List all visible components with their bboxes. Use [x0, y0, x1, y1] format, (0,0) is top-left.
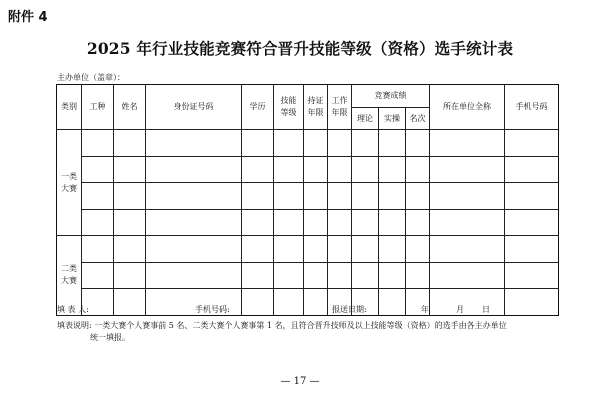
education-cell[interactable]: [242, 236, 274, 263]
header-competition-results: 竞赛成绩: [352, 85, 430, 108]
job-type-cell[interactable]: [82, 236, 114, 263]
footer-fields: [57, 304, 557, 314]
employer-cell[interactable]: [430, 209, 505, 236]
skill-level-cell[interactable]: [274, 262, 304, 289]
theory-cell[interactable]: [352, 236, 379, 263]
category-cell-class-one: [57, 130, 82, 236]
fill-instructions-continued: 统一填报。: [90, 333, 130, 342]
practice-cell[interactable]: [379, 236, 406, 263]
skill-level-cell[interactable]: [274, 130, 304, 157]
theory-cell[interactable]: [352, 262, 379, 289]
header-job-type: 工种: [82, 85, 114, 130]
rank-cell[interactable]: [406, 209, 430, 236]
phone-label: 手机号码:: [195, 305, 230, 314]
filler-label: 填 表 人:: [57, 305, 89, 314]
date-label: 报送日期:: [332, 305, 367, 314]
month-label: 月: [456, 305, 464, 314]
phone-cell[interactable]: [505, 183, 559, 210]
page-number: — 17 —: [280, 376, 320, 387]
rank-cell[interactable]: [406, 236, 430, 263]
table-row: [57, 156, 559, 183]
theory-cell[interactable]: [352, 183, 379, 210]
rank-cell[interactable]: [406, 130, 430, 157]
employer-cell[interactable]: [430, 236, 505, 263]
header-category: 类别: [57, 85, 82, 130]
phone-cell[interactable]: [505, 236, 559, 263]
phone-cell[interactable]: [505, 156, 559, 183]
header-skill-level: 技能等级: [274, 85, 304, 130]
cert-years-cell[interactable]: [304, 262, 328, 289]
id-number-cell[interactable]: [146, 130, 242, 157]
attachment-label: 附件 4: [8, 10, 48, 25]
name-cell[interactable]: [114, 156, 146, 183]
skill-level-cell[interactable]: [274, 156, 304, 183]
practice-cell[interactable]: [379, 262, 406, 289]
header-name: 姓名: [114, 85, 146, 130]
employer-cell[interactable]: [430, 156, 505, 183]
employer-cell[interactable]: [430, 130, 505, 157]
fill-instructions: 填表说明: 一类大赛个人赛事前 5 名、二类大赛个人赛事第 1 名，且符合晋升技师及以上技能等级（资格）的选手由各主办单位: [57, 321, 507, 330]
name-cell[interactable]: [114, 130, 146, 157]
job-type-cell[interactable]: [82, 209, 114, 236]
header-theory: 理论: [352, 108, 379, 130]
document-title: 2025 年行业技能竞赛符合晋升技能等级（资格）选手统计表: [86, 39, 514, 58]
skill-level-cell[interactable]: [274, 209, 304, 236]
education-cell[interactable]: [242, 130, 274, 157]
practice-cell[interactable]: [379, 156, 406, 183]
rank-cell[interactable]: [406, 262, 430, 289]
skill-level-cell[interactable]: [274, 236, 304, 263]
category-label: 一类大赛: [61, 171, 77, 193]
education-cell[interactable]: [242, 262, 274, 289]
phone-cell[interactable]: [505, 209, 559, 236]
education-cell[interactable]: [242, 183, 274, 210]
id-number-cell[interactable]: [146, 209, 242, 236]
id-number-cell[interactable]: [146, 183, 242, 210]
job-type-cell[interactable]: [82, 156, 114, 183]
name-cell[interactable]: [114, 183, 146, 210]
theory-cell[interactable]: [352, 209, 379, 236]
job-type-cell[interactable]: [82, 130, 114, 157]
cert-years-cell[interactable]: [304, 209, 328, 236]
table-row: [57, 209, 559, 236]
practice-cell[interactable]: [379, 183, 406, 210]
rank-cell[interactable]: [406, 156, 430, 183]
day-label: 日: [482, 305, 490, 314]
header-phone: 手机号码: [505, 85, 559, 130]
practice-cell[interactable]: [379, 209, 406, 236]
education-cell[interactable]: [242, 209, 274, 236]
work-years-cell[interactable]: [328, 183, 352, 210]
header-row: [57, 85, 559, 108]
id-number-cell[interactable]: [146, 262, 242, 289]
phone-cell[interactable]: [505, 262, 559, 289]
skill-level-cell[interactable]: [274, 183, 304, 210]
header-employer: 所在单位全称: [430, 85, 505, 130]
employer-cell[interactable]: [430, 262, 505, 289]
education-cell[interactable]: [242, 156, 274, 183]
statistics-table: [56, 84, 559, 316]
cert-years-cell[interactable]: [304, 130, 328, 157]
header-cert-years: 持证年限: [304, 85, 328, 130]
work-years-cell[interactable]: [328, 130, 352, 157]
id-number-cell[interactable]: [146, 236, 242, 263]
name-cell[interactable]: [114, 262, 146, 289]
year-label: 年: [421, 305, 429, 314]
table-row: [57, 183, 559, 210]
header-work-years: 工作年限: [328, 85, 352, 130]
header-education: 学历: [242, 85, 274, 130]
category-label: 二类大赛: [61, 264, 77, 286]
table-row: [57, 130, 559, 157]
employer-cell[interactable]: [430, 183, 505, 210]
organizer-label: 主办单位（盖章）：: [57, 73, 125, 82]
job-type-cell[interactable]: [82, 262, 114, 289]
rank-cell[interactable]: [406, 183, 430, 210]
cert-years-cell[interactable]: [304, 236, 328, 263]
work-years-cell[interactable]: [328, 262, 352, 289]
work-years-cell[interactable]: [328, 236, 352, 263]
phone-cell[interactable]: [505, 130, 559, 157]
job-type-cell[interactable]: [82, 183, 114, 210]
cert-years-cell[interactable]: [304, 183, 328, 210]
name-cell[interactable]: [114, 209, 146, 236]
header-id-number: 身份证号码: [146, 85, 242, 130]
work-years-cell[interactable]: [328, 156, 352, 183]
cert-years-cell[interactable]: [304, 156, 328, 183]
work-years-cell[interactable]: [328, 209, 352, 236]
table-row: [57, 236, 559, 263]
theory-cell[interactable]: [352, 130, 379, 157]
header-practice: 实操: [379, 108, 406, 130]
name-cell[interactable]: [114, 236, 146, 263]
table-row: [57, 262, 559, 289]
practice-cell[interactable]: [379, 130, 406, 157]
id-number-cell[interactable]: [146, 156, 242, 183]
header-rank: 名次: [406, 108, 430, 130]
theory-cell[interactable]: [352, 156, 379, 183]
